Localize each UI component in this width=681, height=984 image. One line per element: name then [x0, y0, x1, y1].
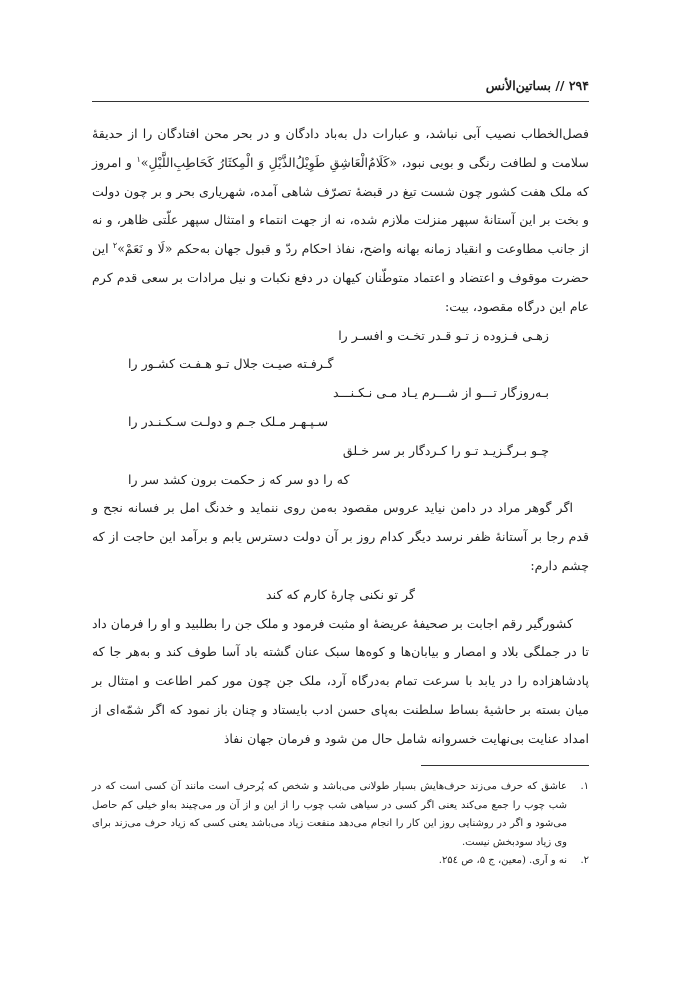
poem-line	[92, 408, 589, 437]
paragraph-1	[92, 120, 589, 322]
footnote-2	[92, 852, 589, 871]
misra-first: چـو بـرگـزیـد تـو را کـردگار بر سر خـلق	[342, 442, 549, 458]
footnote-1	[92, 778, 589, 852]
footnote-ref-1: ۱	[136, 154, 141, 164]
paragraph-1-part-a: فصل‌الخطاب نصیب آبی نباشد، و عبارات دل به‌باد دادگان و در بحر محن افتادگان را از حدیقهٔ سلامت و لطافت رنگی و بویی نبود، «کَلَامُ‌الْعَاشِقِ طَوِیْلُ‌الذَّیْلِ وَ الْمِکثَارُ کَحَاطِبِ‌اللَّیْلِ»	[92, 126, 589, 170]
footnote-rule	[421, 765, 589, 766]
header-separator: //	[555, 78, 565, 93]
footnote-number: ۲.	[580, 855, 589, 866]
paragraph-1-part-c: این حضرت موقوف و اعتضاد و اعتماد متوطّنان کیهان در دفع نکبات و نیل مرادات بر سعی قدم کرم عام این درگاه مقصود، بیت:	[92, 241, 589, 314]
paragraph-2: اگر گوهر مراد در دامن نیاید عروس مقصود به‌من روی ننماید و خدنگ امل بر فسانه نجح و قدم رجا بر آستانهٔ ظفر نرسد دیگر کدام روز بر آن دولت دسترس یابم و برآمد این حاجت از که چشم دارم:	[92, 500, 589, 573]
misra-second: گـرفـته صیـت جلال تـو هـفـت کشـور را	[128, 356, 334, 372]
paragraph-3: کشورگیر رقم اجابت بر صحیفهٔ عریضهٔ او مثبت فرمود و ملک جن را بطلبید و او را فرمان داد تا در جملگی بلاد و امصار و بیابان‌ها و کوه‌ها سبک عنان گشته باد آسا طوف کند و به‌هر جا که پادشاهزاده را در یابد با سرعت تمام به‌درگاه آرد، ملک جن چون مور کمر اطاعت و امتثال بر میان بسته بر حاشیهٔ بساط سلطنت به‌پای حسن ادب بایستاد و چنان باز نمود که اگر شمّه‌ای از امداد عنایت بی‌نهایت خسروانه شامل حال من شود و فرمان جهان نفاذ	[92, 615, 589, 746]
misra-second: سـپـهـر مـلک جـم و دولـت سـکـنـدر را	[128, 413, 329, 429]
footnote-text: عاشق که حرف می‌زند حرف‌هایش بسیار طولانی می‌باشد و شخص که پُرحرف است مانند آن کسی است که در شب چوب را جمع می‌کند یعنی اگر کسی در سیاهی شب چوب را از این و از آن ور می‌چیند به‌او خیلی کم حاصل می‌شود و اگر در روشنایی روز این کار را انجام می‌دهد منفعت زیاد می‌باشد یعنی کسی که زیاد حرف می‌زند برای وی زیاد سودبخش نیست.	[92, 781, 567, 848]
footnote-ref-2: ۲	[112, 241, 118, 250]
book-title: بساتین‌الأنس	[485, 78, 551, 93]
poem-line	[92, 379, 589, 408]
poem-line	[92, 466, 589, 495]
poem-line	[92, 437, 589, 466]
main-text	[92, 120, 589, 754]
misra-first: زهـی فـزوده ز تـو قـدر تخـت و افسـر را	[338, 327, 549, 343]
footnotes	[92, 778, 589, 871]
poem-line	[92, 322, 589, 351]
footnote-number: ۱.	[580, 781, 589, 792]
paragraph-1-part-b: و امروز که ملک هفت کشور چون شست تیغ در قبضهٔ تصرّف شاهی آمده، شهریاری بحر و بر چون دولت و بخت بر این آستانهٔ سپهر منزلت ملازم شده، نه از جهت انتماء و امتثال سپهر علّتی ظاهر، و نه از جانب مطاوعت و انقیاد زمانه بهانه واضح، نفاذ احکام ردّ و قبول جهان به‌حکم «لَا و نَعَمْ»	[92, 154, 589, 257]
single-misra: گر تو نکنی چارهٔ کارم که کند	[266, 586, 415, 602]
poem-line	[92, 350, 589, 379]
misra-second: که را دو سر که ز حکمت برون کشد سر را	[128, 471, 350, 487]
running-header	[92, 78, 589, 100]
page-number: ۲۹۴	[568, 78, 589, 93]
footnote-text: نه و آری. (معین، ج ۵، ص ۲۵٤.	[438, 855, 567, 866]
header-rule	[92, 101, 589, 102]
misra-first: بـه‌روزگار تـــو از شـــرم یـاد مـی نـکـنـــد	[332, 385, 549, 401]
